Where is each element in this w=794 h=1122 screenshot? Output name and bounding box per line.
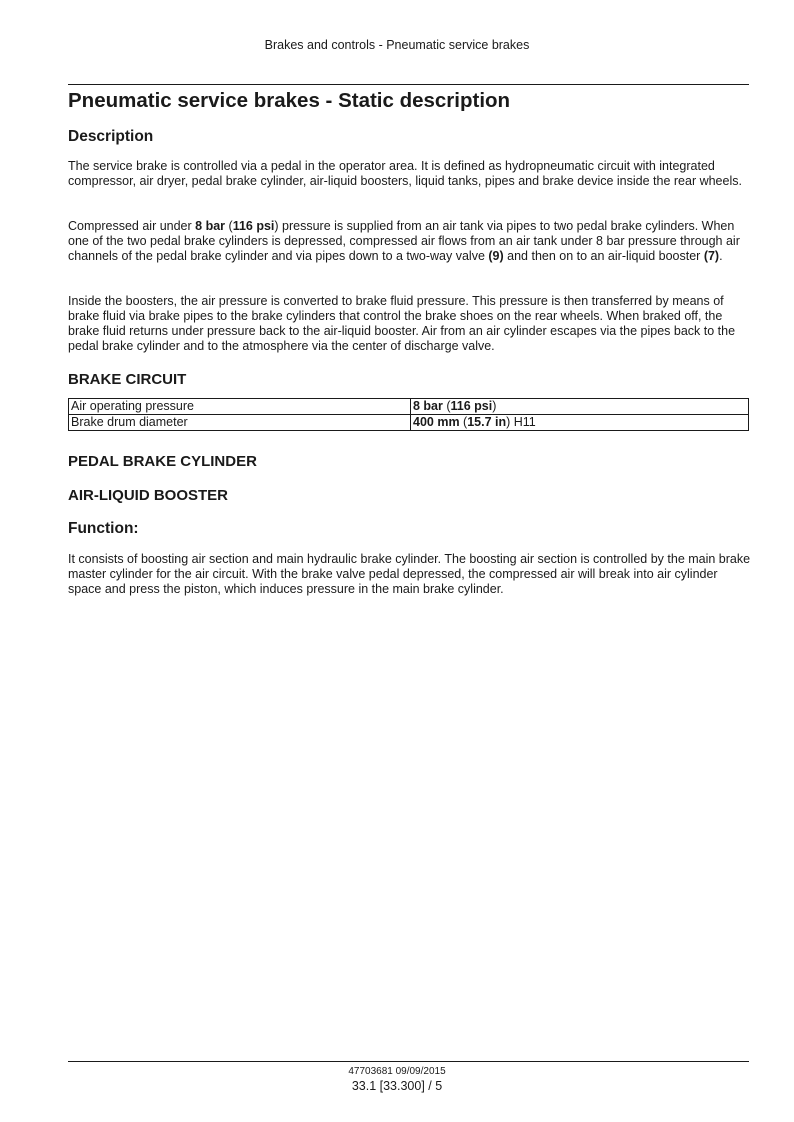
running-title: Brakes and controls - Pneumatic service brakes — [264, 38, 530, 52]
description-paragraph-2: Compressed air under 8 bar (116 psi) pressure is supplied from an air tank via pipes to two pedal brake cylinders. When one of the two pedal brake cylinders is depressed, compressed air flows from an air tank under 8 bar pressure through air channels of the pedal brake cylinder and via pipes down to a two-way valve (9) and then on to an air-liquid booster (7). — [68, 219, 740, 263]
document-code: 47703681 09/09/2015 — [348, 1066, 446, 1077]
page-number: 33.1 [33.300] / 5 — [351, 1079, 443, 1093]
description-heading: Description — [68, 128, 154, 145]
function-paragraph: It consists of boosting air section and main hydraulic brake cylinder. The boosting air section is controlled by the main brake master cylinder for the air circuit. With the brake valve pedal depressed, the compressed air will break into air cylinder space and press the piston, which induces pressure in the main brake cylinder. — [68, 552, 751, 596]
table-row — [69, 399, 749, 415]
air-liquid-booster-heading: AIR-LIQUID BOOSTER — [68, 487, 228, 504]
brake-circuit-table — [68, 398, 749, 431]
description-paragraph-1: The service brake is controlled via a pedal in the operator area. It is defined as hydropneumatic circuit with integrated compressor, air dryer, pedal brake cylinder, air-liquid boosters, liquid tanks, pipes and brake device inside the rear wheels. — [68, 159, 742, 188]
description-paragraph-3: Inside the boosters, the air pressure is converted to brake fluid pressure. This pressure is then transferred by means of brake fluid via brake pipes to the brake cylinders that control the brake shoes on the rear wheels. When braked off, the brake fluid returns under pressure back to the air-liquid booster. Air from an air cylinder escapes via the pipes back to the pedal brake cylinder and to the atmosphere via the center of discharge valve. — [68, 294, 736, 353]
header-divider — [68, 84, 749, 85]
page-title: Pneumatic service brakes - Static description — [68, 89, 511, 112]
spec-label: Brake drum diameter — [69, 415, 411, 431]
spec-value: 400 mm (15.7 in) H11 — [411, 415, 749, 431]
pedal-brake-cylinder-heading: PEDAL BRAKE CYLINDER — [68, 453, 257, 470]
brake-circuit-heading: BRAKE CIRCUIT — [68, 371, 187, 388]
spec-label: Air operating pressure — [69, 399, 411, 415]
spec-value: 8 bar (116 psi) — [411, 399, 749, 415]
function-heading: Function: — [68, 520, 139, 537]
table-row — [69, 415, 749, 431]
footer-divider — [68, 1061, 749, 1062]
